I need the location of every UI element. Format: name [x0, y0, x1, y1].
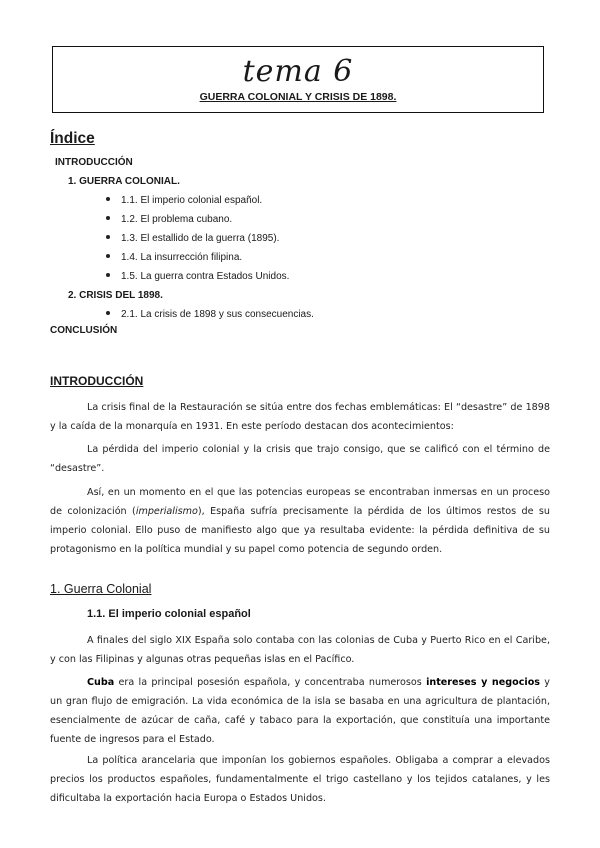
- toc-item: 1.4. La insurrección filipina.: [106, 252, 242, 263]
- bullet-icon: [106, 273, 110, 277]
- paragraph: La política arancelaria que imponían los gobiernos españoles. Obligaba a comprar a elevados precios los productos españoles, fundamentalmente el trigo castellano y los tejidos catalanes, y les dificultaba la exportación hacia Europa o Estados Unidos.: [50, 755, 550, 804]
- page-subtitle: GUERRA COLONIAL Y CRISIS DE 1898.: [199, 91, 397, 103]
- paragraph: Así, en un momento en el que las potencias europeas se encontraban inmersas en un proceso de colonización (imperialismo), España sufría precisamente la pérdida de los últimos restos de su imperio colonial. Ello puso de manifiesto algo que ya resultaba evidente: la pérdida definitiva de su protagonismo en la política mundial y su papel como potencia de segundo orden.: [50, 487, 550, 555]
- toc-section-1: 1. GUERRA COLONIAL.: [68, 176, 180, 187]
- paragraph: Cuba era la principal posesión española, y concentraba numerosos intereses y negocios y un gran flujo de emigración. La vida económica de la isla se basaba en una agricultura de plantación, esencialmente de azúcar de caña, café y tabaco para la exportación, que constituía una importante fuente de ingresos para el Estado.: [50, 677, 550, 745]
- bullet-icon: [106, 216, 110, 220]
- bullet-icon: [106, 197, 110, 201]
- title-box: [52, 46, 544, 113]
- paragraph: A finales del siglo XIX España solo contaba con las colonias de Cuba y Puerto Rico en el Caribe, y con las Filipinas y algunas otras pequeñas islas en el Pacífico.: [50, 635, 550, 665]
- heading-guerra-colonial: 1. Guerra Colonial: [50, 582, 152, 596]
- toc-section-2: 2. CRISIS DEL 1898.: [68, 290, 163, 301]
- toc-item: 1.2. El problema cubano.: [106, 214, 232, 225]
- toc-item: 1.3. El estallido de la guerra (1895).: [106, 233, 279, 244]
- subheading-imperio: 1.1. El imperio colonial español: [87, 608, 251, 620]
- page-title: tema 6: [242, 54, 354, 89]
- paragraph: La pérdida del imperio colonial y la crisis que trajo consigo, que se calificó con el término de “desastre”.: [50, 444, 550, 474]
- heading-introduccion: INTRODUCCIÓN: [50, 374, 144, 388]
- toc-item: 2.1. La crisis de 1898 y sus consecuencias.: [106, 309, 314, 320]
- toc-item: 1.1. El imperio colonial español.: [106, 195, 262, 206]
- bullet-icon: [106, 254, 110, 258]
- paragraph: La crisis final de la Restauración se sitúa entre dos fechas emblemáticas: El “desastre” de 1898 y la caída de la monarquía en 1931. En este período destacan dos acontecimientos:: [50, 402, 550, 432]
- toc-conclusion: CONCLUSIÓN: [50, 325, 118, 336]
- bullet-icon: [106, 311, 110, 315]
- bullet-icon: [106, 235, 110, 239]
- toc-introduccion: INTRODUCCIÓN: [55, 157, 133, 168]
- toc-item: 1.5. La guerra contra Estados Unidos.: [106, 271, 289, 282]
- index-heading: Índice: [50, 130, 95, 147]
